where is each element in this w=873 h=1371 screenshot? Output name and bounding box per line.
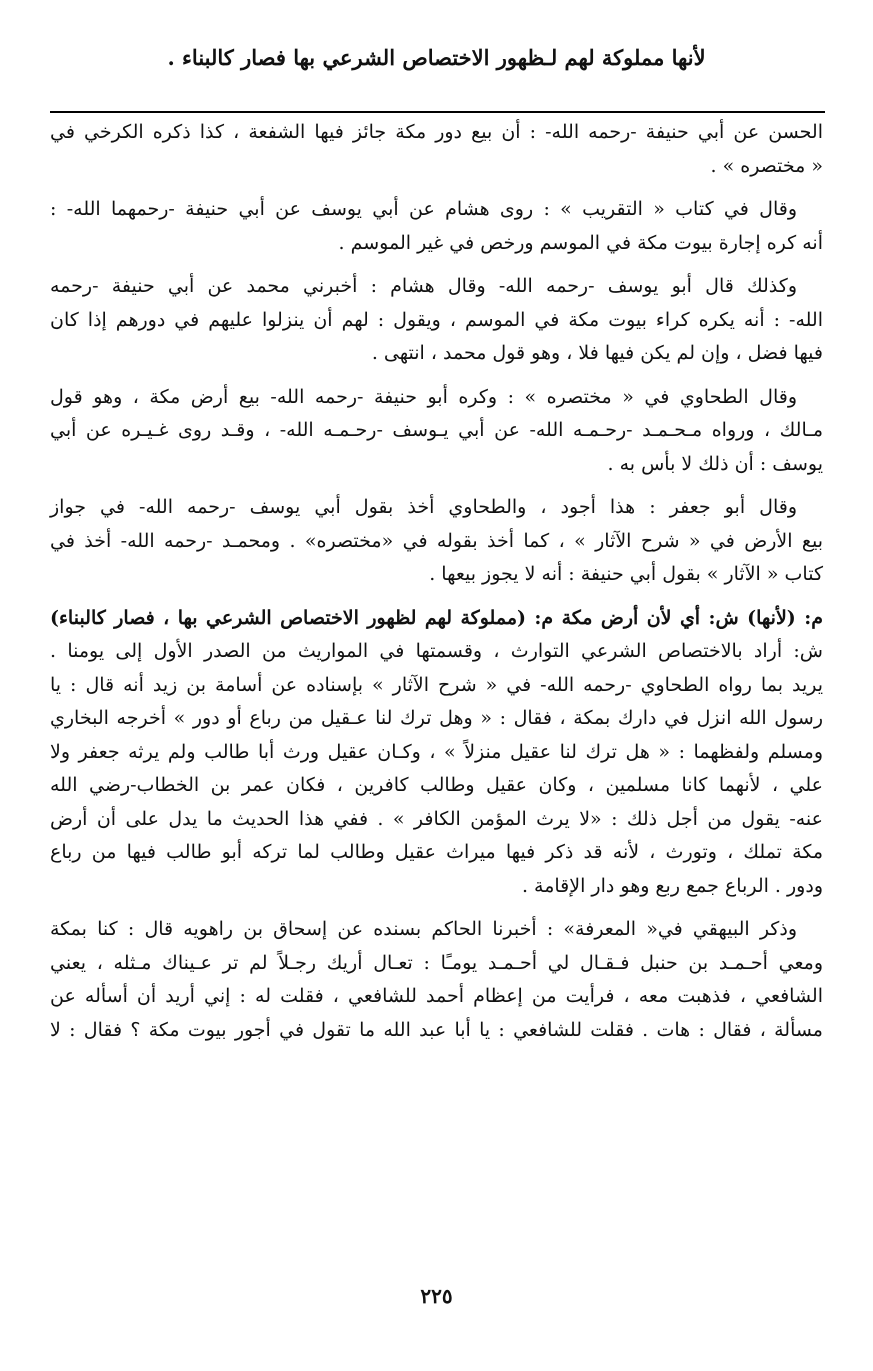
- text-line: وذكر البيهقي في« المعرفة» : أخبرنا الحاكم بسنده عن إسحاق بن راهويه قال : كنا بمكة: [50, 918, 797, 940]
- text-line: ش: أراد بالاختصاص الشرعي التوارث ، وقسمتها في المواريث من الصدر الأول إلى يومنا .: [50, 640, 823, 662]
- paragraph: [50, 913, 823, 1047]
- text-line: علي ، لأنهما كانا مسلمين ، وكان عقيل وطالب كافرين ، فكان عمر بن الخطاب-رضي الله: [50, 774, 823, 796]
- text-line: وكذلك قال أبو يوسف -رحمه الله- وقال هشام : أخبرني محمد عن أبي حنيفة -رحمه: [50, 275, 797, 297]
- text-line: « مختصره » .: [710, 154, 823, 177]
- text-line: رسول الله انزل في دارك بمكة ، فقال : « وهل ترك لنا عـقيل من رباع أو دور » أخرجه البخاري: [50, 707, 823, 729]
- text-line: الله- : أنه يكره كراء بيوت مكة في الموسم ، ويقول : لهم أن ينزلوا عليهم في دورهم إذا كان: [50, 308, 823, 331]
- text-line: يريد بما رواه الطحاوي -رحمه الله- في « شرح الآثار » بإسناده عن أسامة بن زيد أنه قال : يا: [50, 673, 823, 696]
- text-line: ودور . الرباع جمع ربع وهو دار الإقامة .: [521, 874, 823, 897]
- text-line: ومسلم ولفظهما : « هل ترك لنا عقيل منزلاً » ، وكـان عقيل ورث أبا طالب ولم يرثه جعفر ولا: [50, 740, 823, 763]
- paragraph: [50, 602, 823, 904]
- text-line: عنه- يقول من أجل ذلك : «لا يرث المؤمن الكافر » . ففي هذا الحديث ما يدل على أن أرض: [50, 807, 823, 830]
- text-line: كتاب « الآثار » بقول أبي حنيفة : أنه لا يجوز بيعها .: [429, 563, 823, 585]
- text-line: يوسف : أن ذلك لا بأس به .: [607, 452, 823, 475]
- body-text: [50, 116, 823, 1047]
- text-line: أنه كره إجارة بيوت مكة في الموسم ورخص في غير الموسم .: [338, 231, 823, 254]
- page-number: ٢٢٥: [420, 1284, 453, 1308]
- text-line: الحسن عن أبي حنيفة -رحمه الله- : أن بيع دور مكة جائز فيها الشفعة ، كذا ذكره الكرخي في: [50, 121, 823, 143]
- text-line: وقال الطحاوي في « مختصره » : وكره أبو حنيفة -رحمه الله- بيع أرض مكة ، وهو قول: [50, 385, 797, 408]
- paragraph: [50, 193, 823, 260]
- text-line: مكة تملك ، وتورث ، لأنه قد ذكر فيها ميراث عقيل وطالب لما تركه أبو طالب فيها من رباع: [50, 841, 823, 863]
- paragraph: [50, 270, 823, 371]
- paragraph: [50, 491, 823, 592]
- text-line: وقال في كتاب « التقريب » : روى هشام عن أبي يوسف عن أبي حنيفة -رحمهما الله- :: [50, 198, 797, 220]
- text-line: وقال أبو جعفر : هذا أجود ، والطحاوي أخذ بقول أبي يوسف -رحمه الله- في جواز: [50, 496, 797, 518]
- text-line: بيع الأرض في « شرح الآثار » ، كما أخذ بقوله في «مختصره» . ومحمـد -رحمه الله- أخذ في: [50, 529, 823, 552]
- running-head: لأنها مملوكة لهم لـظهور الاختصاص الشرعي بها فصار كالبناء .: [167, 45, 706, 70]
- text-line: ومعي أحـمـد بن حنبل فـقـال لي أحـمـد يومـًا : تعـال أريك رجـلاً لم تر عـيناك مـثله ، يعني: [50, 951, 823, 974]
- paragraph: [50, 381, 823, 482]
- text-line: الشافعي ، فذهبت معه ، فرأيت من إعظام أحمد للشافعي ، فقلت له : إني أريد أن أسأله عن: [50, 985, 823, 1007]
- text-line: مـالك ، ورواه مـحـمـد -رحـمـه الله- عن أبي يـوسف -رحـمـه الله- ، وقـد روى غـيـره عن أبي: [50, 419, 823, 441]
- text-line: فيها فضل ، وإن لم يكن فيها فلا ، وهو قول محمد ، انتهى .: [371, 342, 823, 364]
- paragraph: [50, 116, 823, 183]
- header-rule: [50, 111, 825, 113]
- matn-line: م: (لأنها) ش: أي لأن أرض مكة م: (مملوكة لهم لظهور الاختصاص الشرعي بها ، فصار كالبناء): [50, 606, 823, 629]
- text-line: مسألة ، فقال : هات . فقلت للشافعي : يا أبا عبد الله ما تقول في أجور بيوت مكة ؟ فقال : لا: [50, 1018, 823, 1041]
